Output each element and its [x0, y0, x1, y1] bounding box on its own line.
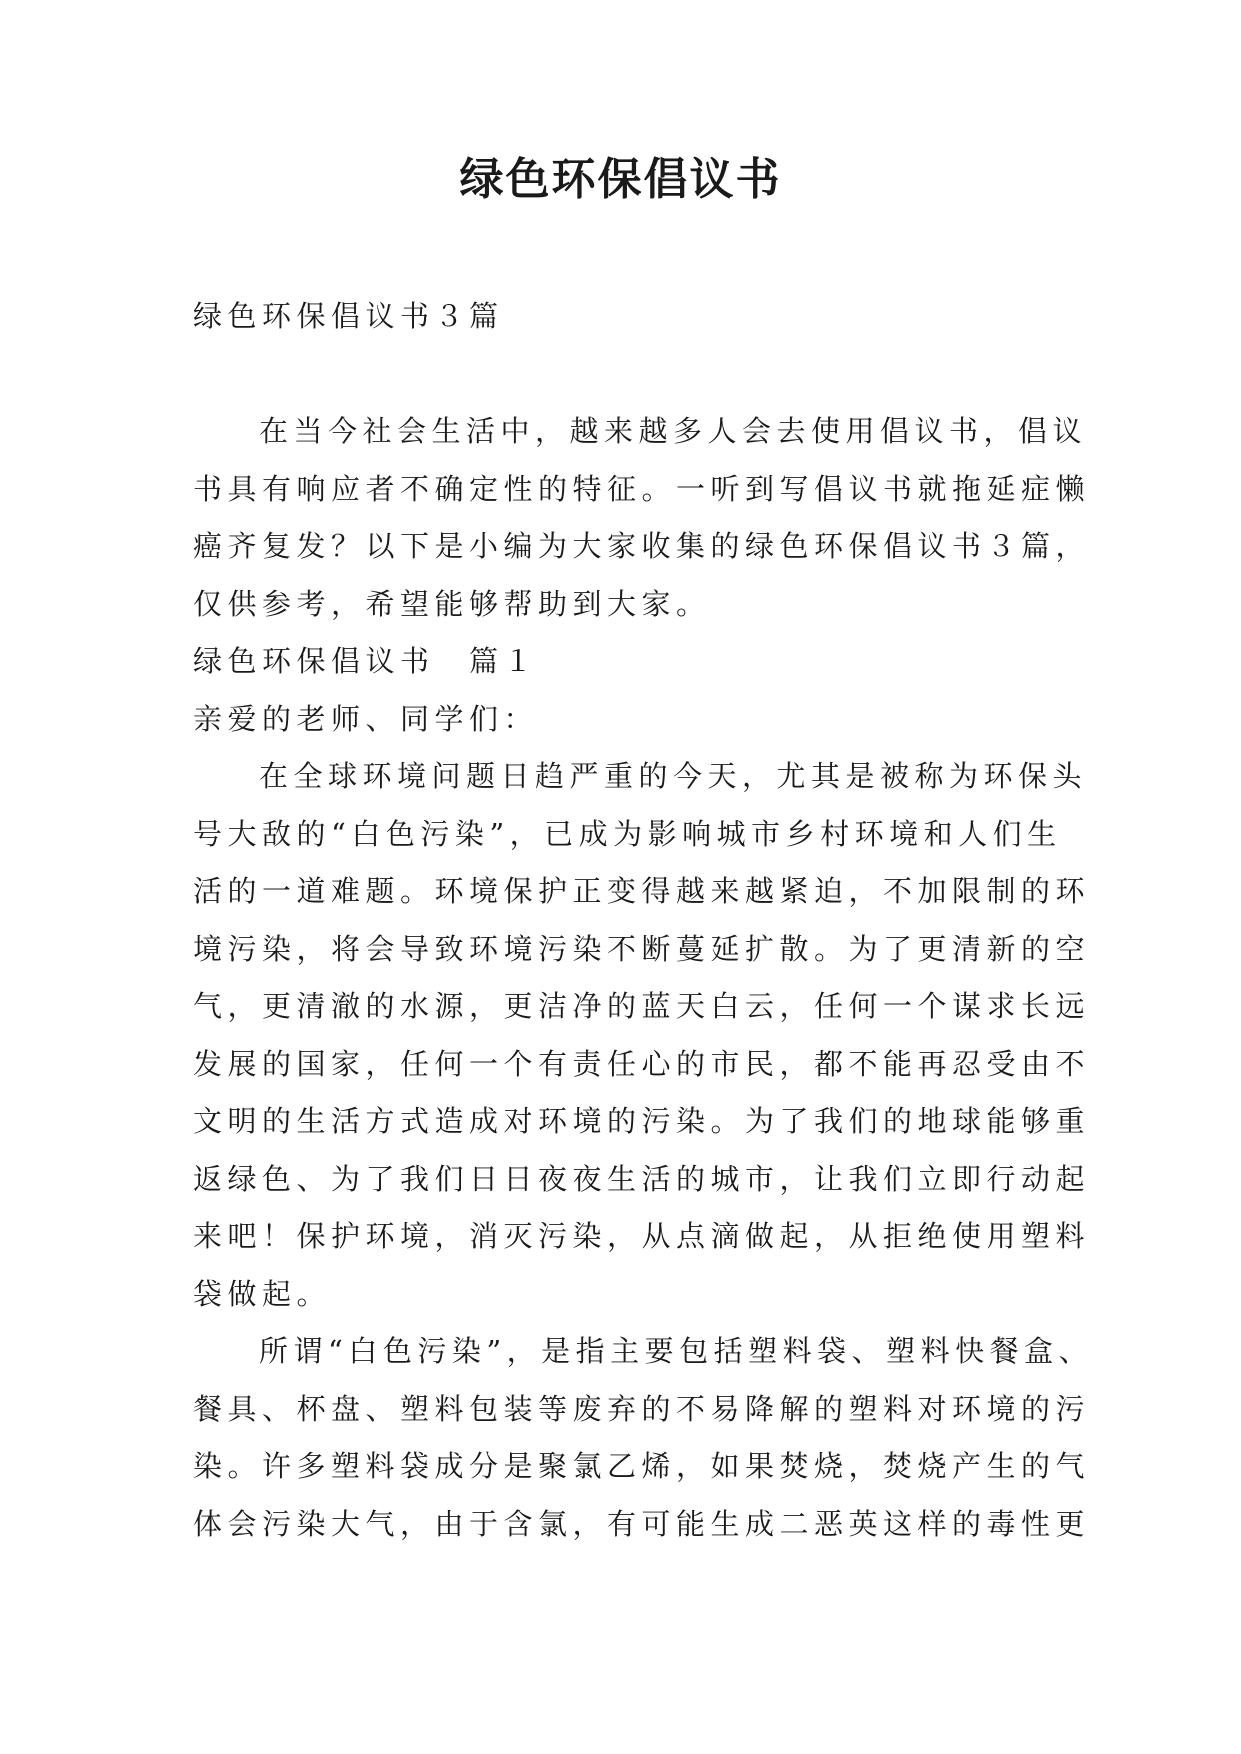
text-line: 活的一道难题。环境保护正变得越来越紧迫，不加限制的环 [193, 874, 1091, 908]
text-line: 亲爱的老师、同学们： [193, 701, 539, 736]
text-line: 书具有响应者不确定性的特征。一听到写倡议书就拖延症懒 [193, 471, 1091, 506]
text-line: 体会污染大气，由于含氯，有可能生成二恶英这样的毒性更 [193, 1506, 1091, 1541]
text-line: 癌齐复发？以下是小编为大家收集的绿色环保倡议书３篇， [193, 529, 1091, 563]
blank-line [193, 346, 1073, 404]
text-line: 袋做起。 [193, 1276, 332, 1311]
text-line: 气，更清澈的水源，更洁净的蓝天白云，任何一个谋求长远 [193, 989, 1091, 1023]
document-body [193, 288, 1094, 1553]
text-line: 号大敌的“白色污染”，已成为影响城市乡村环境和人们生 [193, 816, 1062, 851]
document-title: 绿色环保倡议书 [459, 154, 782, 205]
text-line: 文明的生活方式造成对环境的污染。为了我们的地球能够重 [193, 1104, 1091, 1138]
text-line: 在全球环境问题日趋严重的今天，尤其是被称为环保头 [259, 759, 1088, 793]
text-line: 所谓“白色污染”，是指主要包括塑料袋、塑料快餐盒、 [259, 1334, 1094, 1368]
text-line: 绿色环保倡议书３篇 [193, 299, 504, 333]
text-line: 餐具、杯盘、塑料包装等废弃的不易降解的塑料对环境的污 [193, 1391, 1091, 1426]
text-line: 境污染，将会导致环境污染不断蔓延扩散。为了更清新的空 [193, 931, 1091, 966]
text-line: 绿色环保倡议书 篇１ [193, 644, 539, 678]
text-line: 仅供参考，希望能够帮助到大家。 [193, 586, 711, 621]
text-line: 来吧！保护环境，消灭污染，从点滴做起，从拒绝使用塑料 [193, 1219, 1091, 1253]
text-line: 在当今社会生活中，越来越多人会去使用倡议书，倡议 [259, 414, 1088, 448]
text-line: 染。许多塑料袋成分是聚氯乙烯，如果焚烧，焚烧产生的气 [193, 1449, 1091, 1483]
text-line: 返绿色、为了我们日日夜夜生活的城市，让我们立即行动起 [193, 1161, 1091, 1196]
text-line: 发展的国家，任何一个有责任心的市民，都不能再忍受由不 [193, 1046, 1091, 1081]
